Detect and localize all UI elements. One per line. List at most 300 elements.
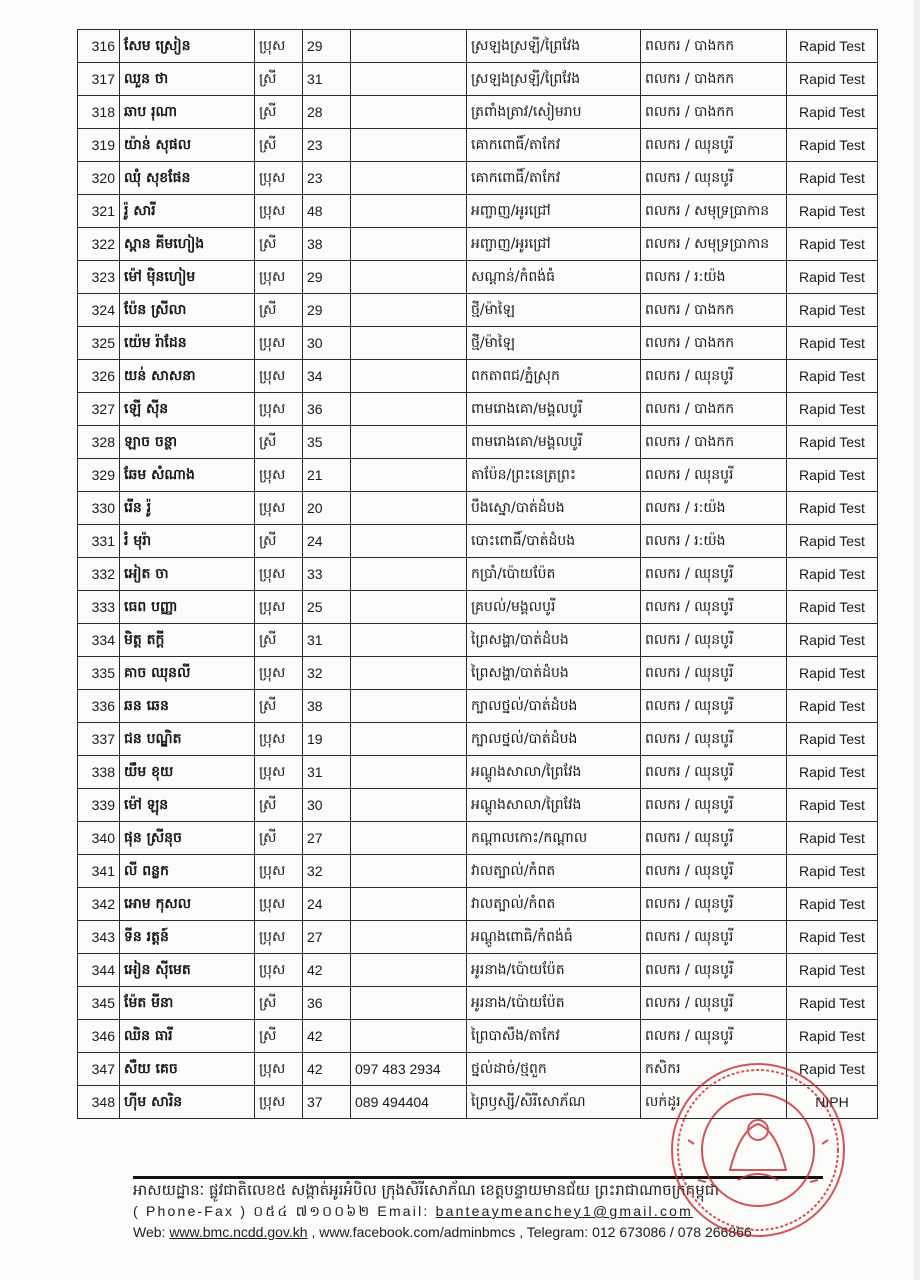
table-row [78,888,878,921]
table-row [78,360,878,393]
test-type-cell: Rapid Test [787,690,878,723]
phone-number-cell [351,327,467,360]
row-number-cell: 330 [78,492,120,525]
person-name-cell: ឈួន ថា [120,63,255,96]
sex-cell: ប្រុស [255,954,303,987]
occupation-destination-cell: ពលករ / ឈុនបូរី [641,624,787,657]
row-number-cell: 340 [78,822,120,855]
age-cell: 30 [303,327,351,360]
row-number-cell: 333 [78,591,120,624]
home-location-cell: អណ្ដូងសាលា/ព្រៃវែង [467,789,641,822]
age-cell: 29 [303,30,351,63]
home-location-cell: អណ្ដូងសាលា/ព្រៃវែង [467,756,641,789]
age-cell: 42 [303,1020,351,1053]
occupation-destination-cell: ពលករ / ឈុនបូរី [641,822,787,855]
table-row [78,657,878,690]
row-number-cell: 332 [78,558,120,591]
occupation-destination-cell: ពលករ / បាងកក [641,96,787,129]
age-cell: 48 [303,195,351,228]
phone-number-cell [351,855,467,888]
home-location-cell: គោកពោធិ៍/តាកែវ [467,129,641,162]
test-type-cell: Rapid Test [787,1053,878,1086]
footer-email-link[interactable]: banteaymeanchey1@gmail.com [435,1203,693,1219]
person-name-cell: ឆន ឆេន [120,690,255,723]
home-location-cell: អញ្ចាញ/អូរជ្រៅ [467,195,641,228]
table-row [78,327,878,360]
test-type-cell: Rapid Test [787,723,878,756]
table-row [78,1020,878,1053]
age-cell: 19 [303,723,351,756]
row-number-cell: 322 [78,228,120,261]
row-number-cell: 325 [78,327,120,360]
occupation-destination-cell: ពលករ / បាងកក [641,426,787,459]
test-type-cell: Rapid Test [787,30,878,63]
person-name-cell: មិត្ត តក្តី [120,624,255,657]
row-number-cell: 339 [78,789,120,822]
test-type-cell: Rapid Test [787,195,878,228]
occupation-destination-cell: ពលករ / ឈុនបូរី [641,987,787,1020]
age-cell: 23 [303,129,351,162]
row-number-cell: 335 [78,657,120,690]
occupation-destination-cell: ពលករ / ឈុនបូរី [641,657,787,690]
footer-web [133,1224,752,1240]
person-name-cell: ធេព បញ្ញា [120,591,255,624]
row-number-cell: 316 [78,30,120,63]
occupation-destination-cell: ពលករ / ឈុនបូរី [641,591,787,624]
person-name-cell: ឡាច ចន្ថា [120,426,255,459]
phone-number-cell [351,96,467,129]
home-location-cell: តាប៉ែន/ព្រះនេត្រព្រះ [467,459,641,492]
sex-cell: ប្រុស [255,723,303,756]
person-name-cell: សឺយ គេច [120,1053,255,1086]
footer-contact [133,1202,693,1223]
test-type-cell: Rapid Test [787,129,878,162]
age-cell: 31 [303,63,351,96]
row-number-cell: 320 [78,162,120,195]
person-name-cell: យ៉ាន់ សុផល [120,129,255,162]
table-row [78,525,878,558]
sex-cell: ប្រុស [255,1053,303,1086]
person-name-cell: រំ មុរ៉ា [120,525,255,558]
row-number-cell: 321 [78,195,120,228]
age-cell: 20 [303,492,351,525]
occupation-destination-cell: ពលករ / ឈុនបូរី [641,162,787,195]
home-location-cell: ក្បាលថ្នល់/បាត់ដំបង [467,723,641,756]
phone-number-cell [351,393,467,426]
home-location-cell: ព្រៃសង្ហា/បាត់ដំបង [467,624,641,657]
test-type-cell: Rapid Test [787,393,878,426]
home-location-cell: កណ្ដាលកោះ/កណ្ដាល [467,822,641,855]
sex-cell: ស្រី [255,690,303,723]
test-type-cell: Rapid Test [787,162,878,195]
test-type-cell: Rapid Test [787,228,878,261]
person-name-cell: ជន បណ្ឌិត [120,723,255,756]
home-location-cell: បឹងស្នោ/បាត់ដំបង [467,492,641,525]
table-row [78,96,878,129]
table-row [78,789,878,822]
test-type-cell: Rapid Test [787,459,878,492]
sex-cell: ស្រី [255,1020,303,1053]
age-cell: 35 [303,426,351,459]
age-cell: 27 [303,822,351,855]
row-number-cell: 327 [78,393,120,426]
home-location-cell: កប្រាំ/ប៉ោយប៉ែត [467,558,641,591]
row-number-cell: 348 [78,1086,120,1119]
phone-number-cell [351,789,467,822]
home-location-cell: ស្រឡងស្រឡី/ព្រៃវែង [467,30,641,63]
home-location-cell: គ្របល់/មង្គលបូរី [467,591,641,624]
test-type-cell: Rapid Test [787,855,878,888]
row-number-cell: 326 [78,360,120,393]
phone-number-cell: 097 483 2934 [351,1053,467,1086]
phone-number-cell [351,63,467,96]
table-row [78,1086,878,1119]
table-row [78,393,878,426]
occupation-destination-cell: ពលករ / សមុទ្រប្រាកាន [641,195,787,228]
phone-number-cell [351,426,467,459]
sex-cell: ស្រី [255,228,303,261]
test-type-cell: Rapid Test [787,987,878,1020]
test-type-cell: Rapid Test [787,954,878,987]
table-row [78,591,878,624]
age-cell: 24 [303,888,351,921]
table-row [78,261,878,294]
home-location-cell: អញ្ចាញ/អូរជ្រៅ [467,228,641,261]
person-name-cell: ហ៊ីម សារិន [120,1086,255,1119]
phone-number-cell [351,129,467,162]
home-location-cell: អណ្ដូងពោធិ/កំពង់ធំ [467,921,641,954]
row-number-cell: 334 [78,624,120,657]
home-location-cell: ពាមរោងគោ/មង្គលបូរី [467,393,641,426]
phone-number-cell [351,30,467,63]
table-row [78,855,878,888]
table-row [78,63,878,96]
person-name-cell: ស្ពាន គីមហៀង [120,228,255,261]
sex-cell: ស្រី [255,129,303,162]
row-number-cell: 337 [78,723,120,756]
home-location-cell: ពាមរោងគោ/មង្គលបូរី [467,426,641,459]
test-type-cell: Rapid Test [787,261,878,294]
person-name-cell: រ៉ូ សារី [120,195,255,228]
phone-number-cell [351,624,467,657]
phone-number-cell [351,558,467,591]
footer-web-link[interactable]: www.bmc.ncdd.gov.kh [169,1224,308,1240]
phone-number-cell [351,888,467,921]
occupation-destination-cell: ពលករ / ឈុនបូរី [641,789,787,822]
home-location-cell: អូរនាង/ប៉ោយប៉ែត [467,954,641,987]
row-number-cell: 331 [78,525,120,558]
occupation-destination-cell: ពលករ / បាងកក [641,63,787,96]
age-cell: 36 [303,393,351,426]
phone-number-cell [351,195,467,228]
table-row [78,492,878,525]
home-location-cell: ត្រពាំងត្រាវ/សៀមរាប [467,96,641,129]
phone-number-cell: 089 494404 [351,1086,467,1119]
phone-number-cell [351,162,467,195]
occupation-destination-cell: លក់ដូរ [641,1086,787,1119]
footer-divider [133,1176,823,1179]
test-type-cell: Rapid Test [787,492,878,525]
table-row [78,426,878,459]
row-number-cell: 341 [78,855,120,888]
test-type-cell: Rapid Test [787,525,878,558]
phone-number-cell [351,690,467,723]
sex-cell: ប្រុស [255,657,303,690]
age-cell: 34 [303,360,351,393]
test-type-cell: Rapid Test [787,591,878,624]
sex-cell: ប្រុស [255,888,303,921]
sex-cell: ប្រុស [255,558,303,591]
phone-number-cell [351,657,467,690]
phone-number-cell [351,723,467,756]
phone-number-cell [351,360,467,393]
occupation-destination-cell: ពលករ / រ:យ៉ង [641,492,787,525]
sex-cell: ប្រុស [255,162,303,195]
home-location-cell: សណ្ដាន់/កំពង់ធំ [467,261,641,294]
table-row [78,558,878,591]
occupation-destination-cell: ពលករ / ឈុនបូរី [641,756,787,789]
phone-number-cell [351,987,467,1020]
person-name-cell: គាច ឈុនលី [120,657,255,690]
age-cell: 21 [303,459,351,492]
home-location-cell: ក្បាលថ្នល់/បាត់ដំបង [467,690,641,723]
sex-cell: ប្រុស [255,30,303,63]
sex-cell: ប្រុស [255,327,303,360]
table-row [78,1053,878,1086]
row-number-cell: 336 [78,690,120,723]
home-location-cell: គោកពោធិ៍/តាកែវ [467,162,641,195]
age-cell: 29 [303,294,351,327]
sex-cell: ប្រុស [255,921,303,954]
test-type-cell: Rapid Test [787,327,878,360]
sex-cell: ប្រុស [255,1086,303,1119]
row-number-cell: 346 [78,1020,120,1053]
table-row [78,987,878,1020]
roster-table [77,29,878,1119]
person-name-cell: ប៉ែន ស្រីលា [120,294,255,327]
row-number-cell: 324 [78,294,120,327]
page-edge [914,0,920,1280]
occupation-destination-cell: ពលករ / ឈុនបូរី [641,1020,787,1053]
person-name-cell: ឈុំ សុខផែន [120,162,255,195]
home-location-cell: ថ្មី/ម៉ាឡៃ [467,294,641,327]
test-type-cell: NIPH [787,1086,878,1119]
phone-number-cell [351,591,467,624]
home-location-cell: អូរនាង/ប៉ោយប៉ែត [467,987,641,1020]
test-type-cell: Rapid Test [787,921,878,954]
table-row [78,723,878,756]
table-row [78,162,878,195]
occupation-destination-cell: ពលករ / ឈុនបូរី [641,723,787,756]
occupation-destination-cell: ពលករ / ឈុនបូរី [641,558,787,591]
occupation-destination-cell: ពលករ / រ:យ៉ង [641,525,787,558]
age-cell: 27 [303,921,351,954]
person-name-cell: ឆាប រុណា [120,96,255,129]
phone-number-cell [351,459,467,492]
test-type-cell: Rapid Test [787,756,878,789]
row-number-cell: 328 [78,426,120,459]
occupation-destination-cell: ពលករ / ឈុនបូរី [641,921,787,954]
footer-social: , www.facebook.com/adminbmcs , Telegram: 012 673086 / 078 266866 [307,1224,752,1240]
footer-address: អាសយដ្ឋានៈ ផ្លូវជាតិលេខ៥ សង្កាត់អូរអំបិល ក្រុងសិរីសោភ័ណ ខេត្តបន្ទាយមានជ័យ ព្រះរាជាណាចក្រកម្ពុជា [133,1181,720,1199]
row-number-cell: 318 [78,96,120,129]
table-row [78,822,878,855]
age-cell: 23 [303,162,351,195]
home-location-cell: វាលត្បាល់/កំពត [467,888,641,921]
age-cell: 42 [303,1053,351,1086]
sex-cell: ស្រី [255,624,303,657]
person-name-cell: ម៉ៅ ម៉ិនហៀម [120,261,255,294]
table-row [78,756,878,789]
sex-cell: ប្រុស [255,855,303,888]
person-name-cell: ឈិន ធារី [120,1020,255,1053]
sex-cell: ប្រុស [255,261,303,294]
table-row [78,624,878,657]
occupation-destination-cell: ពលករ / បាងកក [641,30,787,63]
row-number-cell: 317 [78,63,120,96]
person-name-cell: ម៉ៅ ឡុន [120,789,255,822]
phone-number-cell [351,492,467,525]
occupation-destination-cell: ពលករ / បាងកក [641,294,787,327]
person-name-cell: សែម ស្រៀន [120,30,255,63]
home-location-cell: ស្រឡងស្រឡី/ព្រៃវែង [467,63,641,96]
age-cell: 25 [303,591,351,624]
age-cell: 38 [303,228,351,261]
person-name-cell: លី ពន្លក [120,855,255,888]
person-name-cell: ផុន ស្រីនុច [120,822,255,855]
table-row [78,690,878,723]
age-cell: 31 [303,756,351,789]
test-type-cell: Rapid Test [787,558,878,591]
age-cell: 31 [303,624,351,657]
table-row [78,294,878,327]
phone-number-cell [351,261,467,294]
age-cell: 38 [303,690,351,723]
sex-cell: ស្រី [255,789,303,822]
age-cell: 32 [303,657,351,690]
person-name-cell: យឹម ខុយ [120,756,255,789]
occupation-destination-cell: ពលករ / ឈុនបូរី [641,954,787,987]
table-row [78,195,878,228]
age-cell: 36 [303,987,351,1020]
phone-number-cell [351,921,467,954]
phone-number-cell [351,525,467,558]
person-name-cell: អៀន ស៊ីមេត [120,954,255,987]
person-name-cell: អៀត ចា [120,558,255,591]
sex-cell: ប្រុស [255,360,303,393]
row-number-cell: 338 [78,756,120,789]
home-location-cell: វាលត្បាល់/កំពត [467,855,641,888]
row-number-cell: 329 [78,459,120,492]
sex-cell: ប្រុស [255,591,303,624]
table-row [78,129,878,162]
occupation-destination-cell: ពលករ / ឈុនបូរី [641,888,787,921]
sex-cell: ស្រី [255,294,303,327]
table-row [78,921,878,954]
age-cell: 30 [303,789,351,822]
occupation-destination-cell: ពលករ / សមុទ្រប្រាកាន [641,228,787,261]
occupation-destination-cell: ពលករ / ឈុនបូរី [641,690,787,723]
roster-body [78,30,878,1119]
home-location-cell: បោះពោធិ៍/បាត់ដំបង [467,525,641,558]
test-type-cell: Rapid Test [787,657,878,690]
test-type-cell: Rapid Test [787,888,878,921]
sex-cell: ប្រុស [255,492,303,525]
test-type-cell: Rapid Test [787,789,878,822]
sex-cell: ស្រី [255,426,303,459]
occupation-destination-cell: ពលករ / បាងកក [641,327,787,360]
occupation-destination-cell: ពលករ / ឈុនបូរី [641,855,787,888]
home-location-cell: ព្រៃបាសឹង/តាកែវ [467,1020,641,1053]
occupation-destination-cell: ពលករ / រ:យ៉ង [641,261,787,294]
sex-cell: ប្រុស [255,195,303,228]
person-name-cell: ទីន រត្តន៍ [120,921,255,954]
person-name-cell: យ៉េម រ៉ាដែន [120,327,255,360]
occupation-destination-cell: ពលករ / បាងកក [641,393,787,426]
person-name-cell: រើន រ៉ូ [120,492,255,525]
phone-number-cell [351,1020,467,1053]
row-number-cell: 344 [78,954,120,987]
home-location-cell: ថ្មី/ម៉ាឡៃ [467,327,641,360]
test-type-cell: Rapid Test [787,360,878,393]
home-location-cell: ព្រៃសង្ហា/បាត់ដំបង [467,657,641,690]
phone-number-cell [351,228,467,261]
occupation-destination-cell: ពលករ / ឈុនបូរី [641,459,787,492]
person-name-cell: ឆែម សំណាង [120,459,255,492]
age-cell: 42 [303,954,351,987]
person-name-cell: ម៉ែត មីនា [120,987,255,1020]
age-cell: 32 [303,855,351,888]
row-number-cell: 323 [78,261,120,294]
table-row [78,228,878,261]
table-row [78,459,878,492]
sex-cell: ស្រី [255,822,303,855]
row-number-cell: 345 [78,987,120,1020]
sex-cell: ស្រី [255,63,303,96]
test-type-cell: Rapid Test [787,1020,878,1053]
home-location-cell: ពកតាពជ/ភ្នំស្រុក [467,360,641,393]
test-type-cell: Rapid Test [787,426,878,459]
home-location-cell: ថ្នល់ដាច់/ថ្មពួក [467,1053,641,1086]
test-type-cell: Rapid Test [787,96,878,129]
sex-cell: ស្រី [255,96,303,129]
row-number-cell: 347 [78,1053,120,1086]
table-row [78,954,878,987]
person-name-cell: អោម កុសល [120,888,255,921]
person-name-cell: ឡើ ស៊ីន [120,393,255,426]
occupation-destination-cell: ពលករ / ឈុនបូរី [641,129,787,162]
age-cell: 24 [303,525,351,558]
phone-number-cell [351,756,467,789]
row-number-cell: 319 [78,129,120,162]
test-type-cell: Rapid Test [787,294,878,327]
sex-cell: ប្រុស [255,393,303,426]
footer-web-label: Web: [133,1224,170,1240]
footer-phone: ( Phone-Fax ) ០៥៤ ៧១០០៦២ Email: [133,1203,436,1219]
test-type-cell: Rapid Test [787,63,878,96]
home-location-cell: ព្រៃឫស្សី/សិរីសោភ័ណ [467,1086,641,1119]
occupation-destination-cell: កសិករ [641,1053,787,1086]
sex-cell: ស្រី [255,525,303,558]
phone-number-cell [351,954,467,987]
table-row [78,30,878,63]
row-number-cell: 343 [78,921,120,954]
sex-cell: ប្រុស [255,459,303,492]
occupation-destination-cell: ពលករ / ឈុនបូរី [641,360,787,393]
age-cell: 29 [303,261,351,294]
age-cell: 28 [303,96,351,129]
person-name-cell: យន់ សាសនា [120,360,255,393]
